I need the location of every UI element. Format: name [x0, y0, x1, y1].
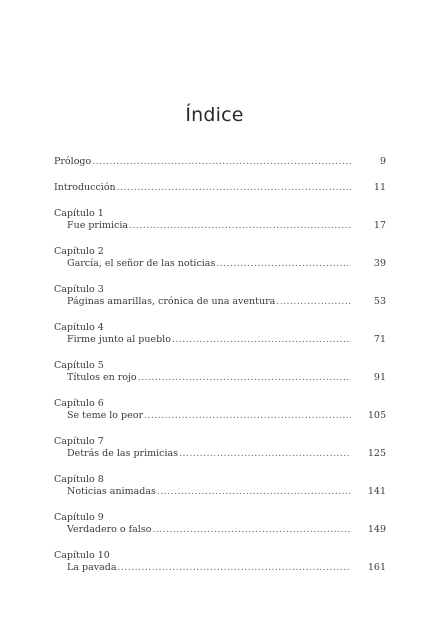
- toc-entry-title: Páginas amarillas, crónica de una aventura: [67, 296, 276, 307]
- toc-chapter-label: Capítulo 7: [54, 436, 104, 447]
- dot-leader: [118, 562, 351, 574]
- toc-entry-chapter-6: [54, 398, 386, 422]
- toc-entry-chapter-5: [54, 360, 386, 384]
- toc-entry-chapter-4: [54, 322, 386, 346]
- toc-chapter-label: Capítulo 1: [54, 208, 104, 219]
- toc-entry-title: La pavada: [67, 562, 117, 573]
- toc-page-number: 53: [373, 296, 386, 307]
- dot-leader: [179, 448, 351, 460]
- toc-entry-title: García, el señor de las noticias: [67, 258, 216, 269]
- toc-entry-title: Se teme lo peor: [67, 410, 143, 421]
- dot-leader: [117, 182, 351, 194]
- toc-entry-title: Títulos en rojo: [67, 372, 137, 383]
- dot-leader: [152, 524, 351, 536]
- toc-entry-prologo: [54, 156, 386, 168]
- toc-chapter-label: Capítulo 6: [54, 398, 104, 409]
- toc-page-number: 141: [367, 486, 386, 497]
- toc-entry-chapter-9: [54, 512, 386, 536]
- toc-entry-chapter-7: [54, 436, 386, 460]
- toc-page-number: 91: [373, 372, 386, 383]
- dot-leader: [92, 156, 351, 168]
- toc-entry-chapter-1: [54, 208, 386, 232]
- dot-leader: [157, 486, 351, 498]
- toc-entry-title: Fue primicia: [67, 220, 129, 231]
- dot-leader: [276, 296, 351, 308]
- toc-chapter-label: Capítulo 5: [54, 360, 104, 371]
- index-title: Índice: [185, 104, 244, 126]
- toc-page-number: 161: [367, 562, 386, 573]
- toc-chapter-label: Capítulo 3: [54, 284, 104, 295]
- toc-page-number: 149: [367, 524, 386, 535]
- toc-page-number: 17: [373, 220, 386, 231]
- toc-entry-chapter-8: [54, 474, 386, 498]
- toc-page-number: 11: [373, 182, 386, 193]
- toc-page-number: 125: [367, 448, 386, 459]
- dot-leader: [129, 220, 351, 232]
- toc-entry-chapter-10: [54, 550, 386, 574]
- toc-entry-title: Verdadero o falso: [67, 524, 152, 535]
- toc-page-number: 71: [373, 334, 386, 345]
- toc-page-number: 105: [367, 410, 386, 421]
- toc-entry-introduccion: [54, 182, 386, 194]
- toc-entry-title: Introducción: [54, 182, 116, 193]
- toc-chapter-label: Capítulo 10: [54, 550, 110, 561]
- toc-entry-title: Firme junto al pueblo: [67, 334, 171, 345]
- dot-leader: [144, 410, 351, 422]
- toc-page-number: 39: [373, 258, 386, 269]
- toc-entry-chapter-3: [54, 284, 386, 308]
- toc-page-number: 9: [379, 156, 386, 167]
- toc-chapter-label: Capítulo 4: [54, 322, 104, 333]
- toc-entry-title: Noticias animadas: [67, 486, 156, 497]
- toc-chapter-label: Capítulo 9: [54, 512, 104, 523]
- dot-leader: [172, 334, 351, 346]
- toc-chapter-label: Capítulo 2: [54, 246, 104, 257]
- toc-chapter-label: Capítulo 8: [54, 474, 104, 485]
- dot-leader: [138, 372, 351, 384]
- toc-entry-chapter-2: [54, 246, 386, 270]
- toc-entry-title: Prólogo: [54, 156, 92, 167]
- toc-entry-title: Detrás de las primicias: [67, 448, 179, 459]
- dot-leader: [216, 258, 351, 270]
